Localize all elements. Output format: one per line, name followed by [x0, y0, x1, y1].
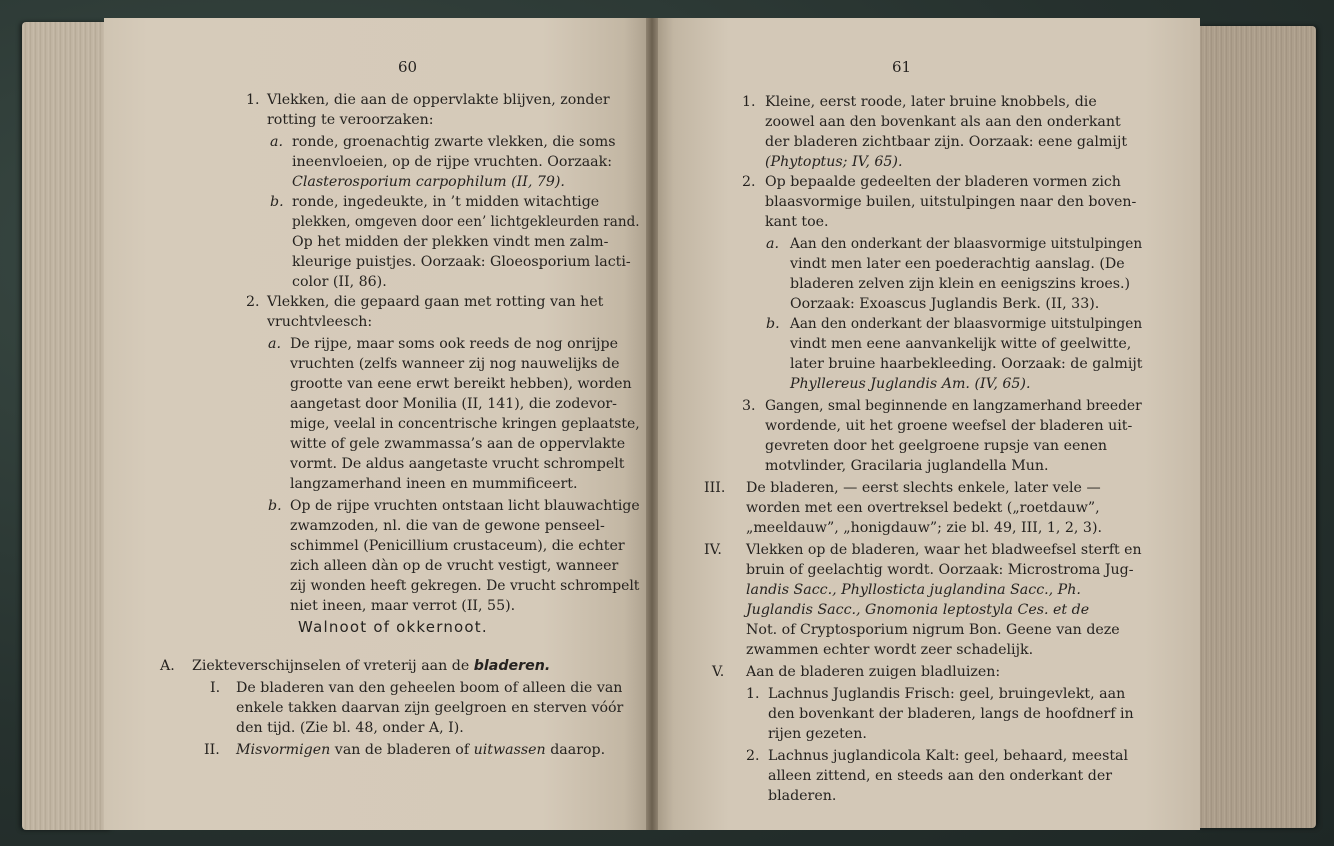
text-line: plekken, omgeven door een’ lichtgekleurden rand.	[292, 214, 640, 230]
text-line: bladeren.	[768, 788, 837, 804]
list-marker: a.	[766, 236, 779, 252]
text-line: vormt. De aldus aangetaste vrucht schrompelt	[290, 456, 625, 472]
text-line: alleen zittend, en steeds aan den onderkant der	[768, 768, 1113, 784]
text-line: De bladeren, — eerst slechts enkele, later vele —	[746, 480, 1101, 496]
list-marker: 3.	[742, 398, 756, 414]
text-line: Lachnus juglandicola Kalt: geel, behaard, meestal	[768, 748, 1129, 764]
text-line: witte of gele zwammassa’s aan de oppervlakte	[290, 436, 626, 452]
text-line: wordende, uit het groene weefsel der bladeren uit-	[765, 418, 1133, 434]
text-line: langzamerhand ineen en mummificeert.	[290, 476, 578, 492]
italic-span: Misvormigen	[236, 742, 331, 758]
text-line: Aan den onderkant der blaasvormige uitstulpingen	[790, 236, 1143, 252]
text-line: worden met een overtreksel bedekt („roetdauw”,	[746, 500, 1100, 516]
text-line: rotting te veroorzaken:	[267, 112, 434, 128]
list-marker: II.	[204, 742, 220, 758]
book-gutter	[646, 18, 658, 830]
text-line: mige, veelal in concentrische kringen geplaatste,	[290, 416, 640, 432]
text-span: Ziekteverschijnselen of vreterij aan de	[192, 658, 474, 674]
text-line: Not. of Cryptosporium nigrum Bon. Geene van deze	[746, 622, 1120, 638]
text-line: gevreten door het geelgroene rupsje van eenen	[765, 438, 1108, 454]
list-marker: 1.	[746, 686, 760, 702]
text-line: De bladeren van den geheelen boom of alleen die van	[236, 680, 623, 696]
list-marker: IV.	[704, 542, 722, 558]
text-line: vindt men later een poederachtig aanslag. (De	[790, 256, 1125, 272]
text-line: niet ineen, maar verrot (II, 55).	[290, 598, 516, 614]
text-line: aangetast door Monilia (II, 141), die zodevor-	[290, 396, 617, 412]
list-marker: I.	[210, 680, 221, 696]
text-line: Juglandis Sacc., Gnomonia leptostyla Ces. et de	[746, 602, 1090, 618]
text-line: Vlekken, die aan de oppervlakte blijven, zonder	[267, 92, 610, 108]
text-span: van de bladeren of	[330, 742, 474, 758]
italic-span: uitwassen	[473, 742, 546, 758]
text-line: Vlekken op de bladeren, waar het bladweefsel sterft en	[746, 542, 1142, 558]
text-line: Clasterosporium carpophilum (II, 79).	[292, 174, 565, 190]
text-line: motvlinder, Gracilaria juglandella Mun.	[765, 458, 1049, 474]
text-line: den bovenkant der bladeren, langs de hoofdnerf in	[768, 706, 1134, 722]
list-marker: V.	[712, 664, 725, 680]
text-line: schimmel (Penicillium crustaceum), die echter	[290, 538, 625, 554]
list-marker: A.	[160, 658, 175, 674]
page-edges-right	[1198, 26, 1316, 828]
list-marker: b.	[766, 316, 780, 332]
text-line: „meeldauw”, „honigdauw”; zie bl. 49, III, 1, 2, 3).	[746, 520, 1103, 536]
page-edges-left	[22, 22, 112, 830]
list-marker: 2.	[246, 294, 260, 310]
text-line: Oorzaak: Exoascus Juglandis Berk. (II, 33).	[790, 296, 1100, 312]
text-line: zwamzoden, nl. die van de gewone penseel-	[290, 518, 605, 534]
text-line: color (II, 86).	[292, 274, 387, 290]
text-line: vindt men eene aanvankelijk witte of geelwitte,	[790, 336, 1132, 352]
text-line: Lachnus Juglandis Frisch: geel, bruingevlekt, aan	[768, 686, 1126, 702]
text-line: rijen gezeten.	[768, 726, 867, 742]
text-line: ronde, groenachtig zwarte vlekken, die soms	[292, 134, 616, 150]
text-line: later bruine haarbekleeding. Oorzaak: de galmijt	[790, 356, 1143, 372]
text-line	[192, 656, 550, 676]
text-line: Aan de bladeren zuigen bladluizen:	[746, 664, 1001, 680]
list-marker: a.	[270, 134, 283, 150]
text-line: bladeren zelven zijn klein en eenigszins kroes.)	[790, 276, 1131, 292]
list-marker: 2.	[746, 748, 760, 764]
text-line: Kleine, eerst roode, later bruine knobbels, die	[765, 94, 1097, 110]
list-marker: b.	[270, 194, 284, 210]
page-number-left: 60	[398, 58, 418, 76]
section-heading: Walnoot of okkernoot.	[298, 618, 488, 636]
text-line: (Phytoptus; IV, 65).	[765, 154, 903, 170]
text-line: Aan den onderkant der blaasvormige uitstulpingen	[790, 316, 1143, 332]
text-line: zich alleen dàn op de vrucht vestigt, wanneer	[290, 558, 619, 574]
text-line: den tijd. (Zie bl. 48, onder A, I).	[236, 720, 464, 736]
list-marker: a.	[268, 336, 281, 352]
text-line: vruchten (zelfs wanneer zij nog nauwelijks de	[290, 356, 620, 372]
text-line: Op het midden der plekken vindt men zalm-	[292, 234, 609, 250]
text-line: zoowel aan den bovenkant als aan den onderkant	[765, 114, 1121, 130]
page-number-right: 61	[892, 58, 912, 76]
text-line: vruchtvleesch:	[267, 314, 373, 330]
text-line: Vlekken, die gepaard gaan met rotting van het	[267, 294, 604, 310]
text-line: Phyllereus Juglandis Am. (IV, 65).	[790, 376, 1031, 392]
list-marker: b.	[268, 498, 282, 514]
text-line: ineenvloeien, op de rijpe vruchten. Oorzaak:	[292, 154, 613, 170]
list-marker: 1.	[246, 92, 260, 108]
text-line: bruin of geelachtig wordt. Oorzaak: Microstroma Jug-	[746, 562, 1134, 578]
list-marker: 1.	[742, 94, 756, 110]
text-line	[236, 740, 605, 760]
text-line: der bladeren zichtbaar zijn. Oorzaak: eene galmijt	[765, 134, 1128, 150]
text-span: daarop.	[545, 742, 606, 758]
text-line: grootte van eene erwt bereikt hebben), worden	[290, 376, 632, 392]
text-line: landis Sacc., Phyllosticta juglandina Sacc., Ph.	[746, 582, 1081, 598]
text-line: ronde, ingedeukte, in ’t midden witachtige	[292, 194, 600, 210]
text-line: kleurige puistjes. Oorzaak: Gloeosporium lacti-	[292, 254, 631, 270]
text-line: kant toe.	[765, 214, 829, 230]
text-line: blaasvormige builen, uitstulpingen naar den boven-	[765, 194, 1137, 210]
list-marker: III.	[704, 480, 726, 496]
text-line: enkele takken daarvan zijn geelgroen en sterven vóór	[236, 700, 624, 716]
list-marker: 2.	[742, 174, 756, 190]
text-line: De rijpe, maar soms ook reeds de nog onrijpe	[290, 336, 618, 352]
text-line: zij wonden heeft gekregen. De vrucht schrompelt	[290, 578, 640, 594]
text-line: Op de rijpe vruchten ontstaan licht blauwachtige	[290, 498, 640, 514]
text-line: zwammen echter wordt zeer schadelijk.	[746, 642, 1034, 658]
text-line: Op bepaalde gedeelten der bladeren vormen zich	[765, 174, 1121, 190]
text-line: Gangen, smal beginnende en langzamerhand breeder	[765, 398, 1142, 414]
bold-emphasis: bladeren.	[473, 658, 551, 674]
